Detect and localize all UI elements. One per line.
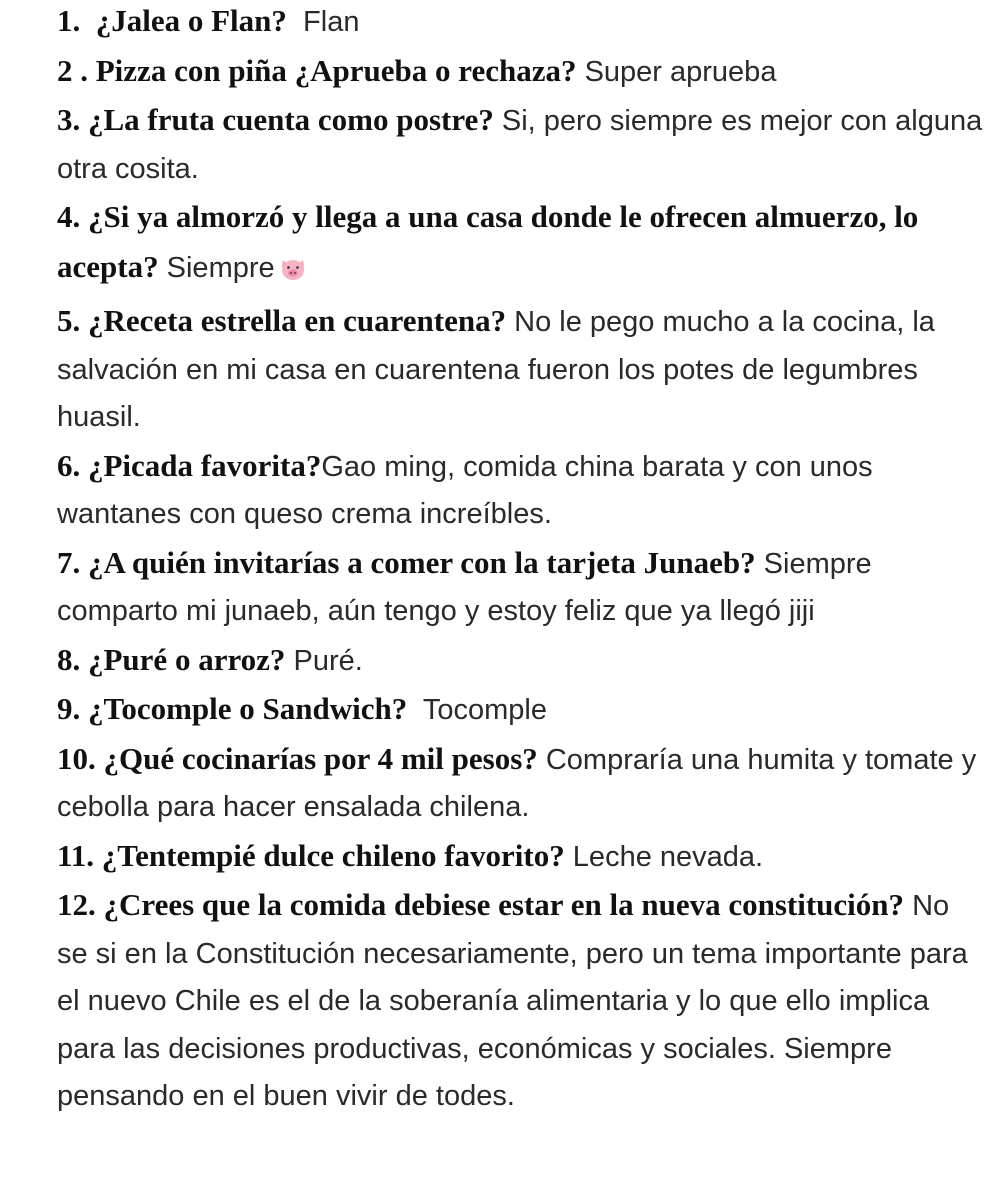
question-4: 4. ¿Si ya almorzó y llega a una casa donde le ofrecen almuerzo, lo acepta?	[57, 199, 927, 284]
qa-item-5	[57, 297, 986, 442]
qa-item-3	[57, 96, 991, 193]
qa-item-1	[57, 0, 986, 47]
answer-10: Compraría una humita y tomate y cebolla para hacer ensalada chilena.	[57, 743, 985, 823]
answer-11: Leche nevada.	[564, 840, 764, 873]
qa-item-4	[57, 193, 986, 297]
question-9: 9. ¿Tocomple o Sandwich?	[57, 691, 408, 726]
question-3: 3. ¿La fruta cuenta como postre?	[57, 102, 494, 137]
question-8: 8. ¿Puré o arroz?	[57, 641, 286, 677]
qa-item-8	[57, 636, 986, 686]
answer-8: Puré.	[285, 644, 363, 677]
qa-item-11	[57, 832, 986, 882]
question-2: 2 . Pizza con piña ¿Aprueba o rechaza?	[57, 52, 577, 88]
question-6: 6. ¿Picada favorita?	[57, 447, 322, 483]
answer-7: Siempre comparto mi junaeb, aún tengo y estoy feliz que ya llegó jiji	[57, 547, 880, 627]
qa-item-10	[57, 735, 986, 832]
qa-item-7	[57, 539, 986, 636]
pig-face-icon	[279, 250, 307, 298]
question-7: 7. ¿A quién invitarías a comer con la tarjeta Junaeb?	[57, 544, 756, 580]
qa-item-2	[57, 47, 986, 97]
answer-9: Tocomple	[407, 694, 547, 726]
answer-1: Flan	[286, 6, 360, 38]
answer-3: Si, pero siempre es mejor con alguna otra cosita.	[57, 105, 991, 185]
answer-5: No le pego mucho a la cocina, la salvación en mi casa en cuarentena fueron los potes de legumbres huasil.	[57, 306, 943, 433]
answer-6: Gao ming, comida china barata y con unos wantanes con queso crema increíbles.	[57, 450, 881, 530]
question-11: 11. ¿Tentempié dulce chileno favorito?	[57, 837, 565, 873]
qa-item-6	[57, 442, 986, 539]
answer-4: Siempre	[158, 251, 275, 284]
answer-12: No se si en la Constitución necesariamente, pero un tema importante para el nuevo Chile es el de la soberanía alimentaria y lo que ello implica para las decisiones productivas, económicas y sociales. Siempre pensando en el buen vivir de todes.	[57, 890, 976, 1112]
question-1: 1. ¿Jalea o Flan?	[57, 3, 287, 38]
qa-item-9	[57, 685, 986, 735]
qa-item-12	[57, 881, 986, 1121]
question-12: 12. ¿Crees que la comida debiese estar en la nueva constitución?	[57, 887, 905, 922]
question-5: 5. ¿Receta estrella en cuarentena?	[57, 303, 507, 338]
answer-2: Super aprueba	[576, 55, 777, 88]
question-10: 10. ¿Qué cocinarías por 4 mil pesos?	[57, 740, 538, 776]
